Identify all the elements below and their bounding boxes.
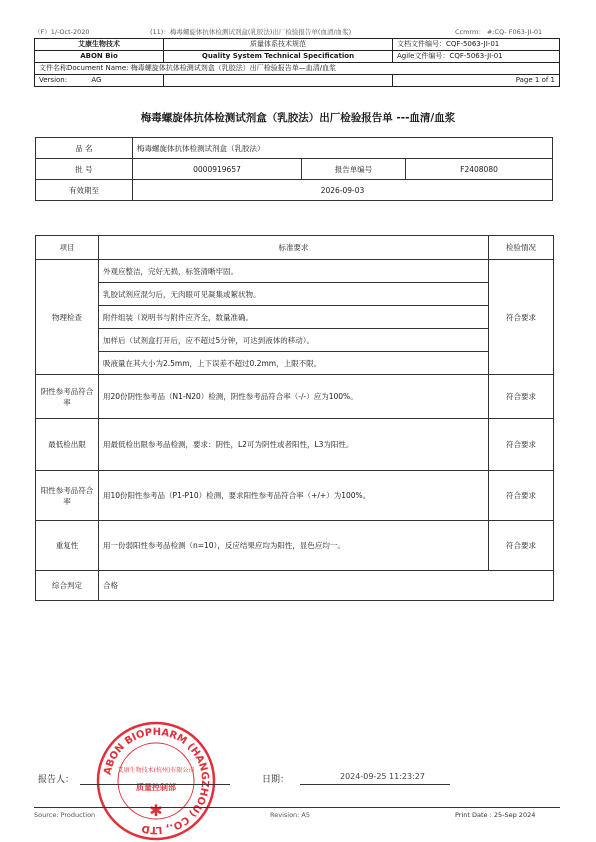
standard-text: 用最低检出限参考品检测，要求：阴性，L2可为阴性或者阳性，L3为阳性。 [99,419,489,471]
lot-value: 0000919657 [133,159,302,180]
product-info-table [35,137,553,201]
row-result: 符合要求 [489,521,554,571]
name-value: 梅毒螺旋体抗体检测试剂盒（乳胶法） [133,138,553,159]
inspection-table [35,235,554,601]
footer-divider [34,807,560,808]
seal-star-icon: ✱ [149,801,163,820]
document-header [34,38,560,87]
system-en: Quality System Technical Specification [164,51,393,63]
footer-source: Source: Production [34,811,96,819]
report-no-value: F2408080 [406,159,553,180]
version-label: Version: [39,76,68,84]
top-strip-right: Ccmrm： #:CQ- F063-JI-01 [455,28,543,36]
date-line [300,784,450,785]
version-value: AG [91,76,102,84]
standard-text: 附件组装（说明书与附件应齐全，数量准确。 [99,306,489,329]
standard-text: 吸液量在其大小为2.5mm，上下误差不超过0.2mm，上限不限。 [99,352,489,375]
company-seal-icon [95,720,217,842]
seal-bottom-text: 质量控制部 [136,783,176,792]
reporter-signature-line [80,784,230,785]
date-value: 2024-09-25 11:23:27 [340,772,425,781]
row-item: 综合判定 [36,571,99,601]
top-strip-left: （F）1/-Oct-2020 [34,28,90,36]
agile-number: Agile文件编号：CQF-5063-JI-01 [393,51,560,63]
document-name: 文件名称Document Name: 梅毒螺旋体抗体检测试剂盒（乳胶法）出厂检验报告单—血清/血浆 [35,63,560,75]
doc-number: 文档文件编号：CQF-5063-JI-01 [393,39,560,51]
seal-ring-text: ABON BIOPHARM (HANGZHOU) CO., LTD [102,726,211,836]
page-indicator: Page 1 of 1 [393,75,560,87]
row-item: 最低检出限 [36,419,99,471]
row-item: 阴性参考品符合率 [36,375,99,419]
footer-print-date: Print Date : 25-Sep 2024 [455,811,536,819]
row-result: 符合要求 [489,419,554,471]
table-row [36,375,554,419]
col-item-header: 项目 [36,236,99,260]
table-row [36,521,554,571]
row-item: 物理检查 [36,260,99,375]
version-cell [35,75,164,87]
row-result: 符合要求 [489,260,554,375]
standard-text: 乳胶试剂应混匀后，无肉眼可见凝集或絮状物。 [99,283,489,306]
expiry-value: 2026-09-03 [133,180,553,201]
row-item: 重复性 [36,521,99,571]
footer-revision: Revision: A5 [270,811,311,819]
system-cn: 质量体系技术规范 [164,39,393,51]
name-label: 品 名 [36,138,133,159]
standard-text: 加样后（试剂盒打开后，应不超过5分钟，可达到液体的移动）。 [99,329,489,352]
seal-center-text: 艾康生物技术(杭州)有限公司 [117,767,195,774]
table-row [36,260,554,283]
standard-text: 用一份弱阳性参考品检测（n=10），反应结果应均为阳性，显色应均一。 [99,521,489,571]
company-en: ABON Bio [35,51,164,63]
expiry-label: 有效期至 [36,180,133,201]
row-item: 阳性参考品符合率 [36,471,99,521]
overall-verdict: 合格 [99,571,554,601]
col-result-header: 检验情况 [489,236,554,260]
row-result: 符合要求 [489,375,554,419]
standard-text: 用20份阴性参考品（N1-N20）检测，阴性参考品符合率（-/-）应为100%。 [99,375,489,419]
table-row [36,419,554,471]
date-label: 日期： [262,775,290,785]
table-row [36,571,554,601]
lot-label: 批 号 [36,159,133,180]
row-result: 符合要求 [489,471,554,521]
col-standard-header: 标准要求 [99,236,489,260]
company-cn: 艾康生物技术 [35,39,164,51]
top-strip-center: (11)：梅毒螺旋体抗体检测试剂盒(乳胶法)出厂检验报告单(血清/血浆) [150,28,352,36]
table-row [36,471,554,521]
standard-text: 用10份阳性参考品（P1-P10）检测，要求阳性参考品符合率（+/+）为100%。 [99,471,489,521]
report-no-label: 报告单编号 [302,159,406,180]
standard-text: 外观应整洁，完好无损，标签清晰牢固。 [99,260,489,283]
reporter-label: 报告人： [38,775,75,785]
report-title: 梅毒螺旋体抗体检测试剂盒（乳胶法）出厂检验报告单 ---血清/血浆 [140,112,456,124]
